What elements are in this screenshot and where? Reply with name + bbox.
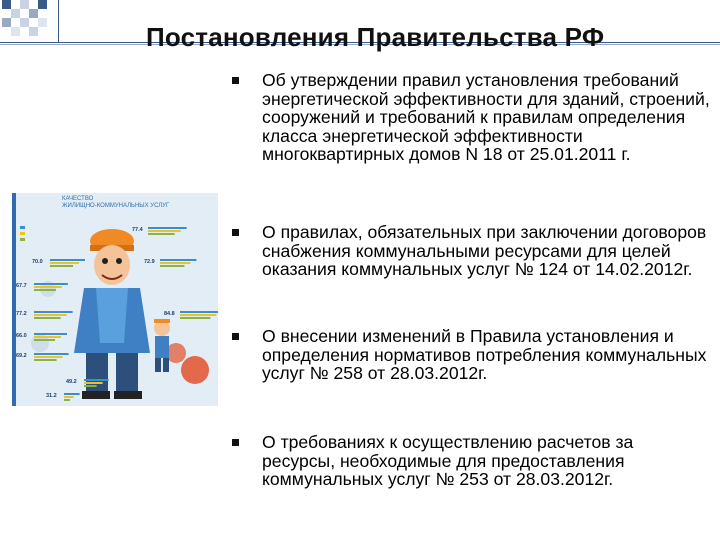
- infographic-value-label: 31.2: [46, 393, 57, 399]
- square-bullet-icon: [232, 77, 239, 84]
- infographic-bar: [64, 396, 74, 398]
- infographic-heading-1: КАЧЕСТВО: [62, 196, 94, 202]
- infographic-bar: [160, 262, 190, 264]
- infographic-bar: [34, 317, 61, 319]
- infographic-value-label: 70.0: [32, 259, 43, 265]
- worker-boot-left: [82, 391, 110, 399]
- worker-leg-right: [116, 353, 138, 393]
- infographic-bar: [34, 286, 62, 288]
- infographic-value-label: 72.9: [144, 259, 155, 265]
- infographic-bar: [160, 265, 184, 267]
- legend-swatch-yellow: [20, 232, 25, 235]
- infographic-bar: [34, 333, 67, 335]
- infographic-value-label: 69.2: [16, 353, 27, 359]
- infographic-bar: [148, 230, 181, 232]
- small-worker-body: [155, 336, 169, 358]
- square-bullet-icon: [232, 229, 239, 236]
- legend-swatch-green: [20, 238, 25, 241]
- housing-services-infographic: [12, 193, 218, 406]
- infographic-value-label: 84.8: [164, 311, 175, 317]
- square-bullet-icon: [232, 333, 239, 340]
- infographic-bar: [34, 311, 73, 313]
- decorative-checker-pattern: [0, 0, 100, 42]
- infographic-value-label: 77.2: [16, 311, 27, 317]
- infographic-bar: [64, 399, 70, 401]
- infographic-bar: [34, 289, 56, 291]
- page-title: Постановления Правительства РФ: [146, 22, 605, 52]
- small-worker-leg-left: [155, 358, 161, 372]
- infographic-left-stripe: [12, 193, 16, 406]
- decree-text: О правилах, обязательных при заключении договоров снабжения коммунальными ресурсами для целей оказания коммунальных услуг № 124 от 14.02.2012г.: [262, 222, 707, 280]
- small-worker-leg-right: [163, 358, 169, 372]
- infographic-bar: [34, 314, 67, 316]
- infographic-bar: [34, 359, 57, 361]
- small-worker-hat: [154, 319, 170, 323]
- infographic-bar: [50, 262, 79, 264]
- worker-overalls: [96, 288, 128, 343]
- worker-eye-left: [102, 258, 108, 264]
- infographic-bar: [34, 353, 69, 355]
- square-bullet-icon: [232, 439, 239, 446]
- infographic-bar: [50, 259, 85, 261]
- infographic-bar: [148, 233, 175, 235]
- decree-text: Об утверждении правил установления требований энергетической эффективности для зданий, строений, сооружений и требований к правилам определения класса энергетической эффективности многоквартирных домов N 18 от 25.01.2011 г.: [262, 70, 710, 165]
- infographic-bar: [34, 283, 68, 285]
- red-bubble-large: [181, 356, 209, 384]
- infographic-bar: [84, 382, 103, 384]
- infographic-bar: [50, 265, 73, 267]
- decree-text: О внесении изменений в Правила установления и определения нормативов потребления коммунальных услуг № 258 от 28.03.2012г.: [262, 326, 707, 384]
- infographic-bar: [148, 227, 187, 229]
- worker-eye-right: [116, 258, 122, 264]
- infographic-bar: [160, 259, 196, 261]
- infographic-bar: [180, 317, 210, 319]
- infographic-bar: [180, 311, 218, 313]
- infographic-bar: [34, 356, 63, 358]
- infographic-value-label: 66.0: [16, 333, 27, 339]
- infographic-bar: [84, 379, 109, 381]
- legend-swatch-blue: [20, 226, 25, 229]
- infographic-bar: [34, 336, 61, 338]
- decorative-vertical-rule: [58, 0, 59, 42]
- infographic-value-label: 49.2: [66, 379, 77, 385]
- infographic-bar: [64, 393, 80, 395]
- infographic-heading-2: ЖИЛИЩНО-КОММУНАЛЬНЫХ УСЛУГ: [62, 203, 170, 209]
- infographic-bar: [84, 385, 97, 387]
- infographic-value-label: 67.7: [16, 283, 27, 289]
- worker-boot-right: [114, 391, 142, 399]
- infographic-value-label: 77.4: [132, 227, 143, 233]
- infographic-bar: [180, 314, 216, 316]
- decree-text: О требованиях к осуществлению расчетов за ресурсы, необходимые для предоставления коммунальных услуг № 253 от 28.03.2012г.: [262, 432, 634, 490]
- infographic-bar: [34, 339, 55, 341]
